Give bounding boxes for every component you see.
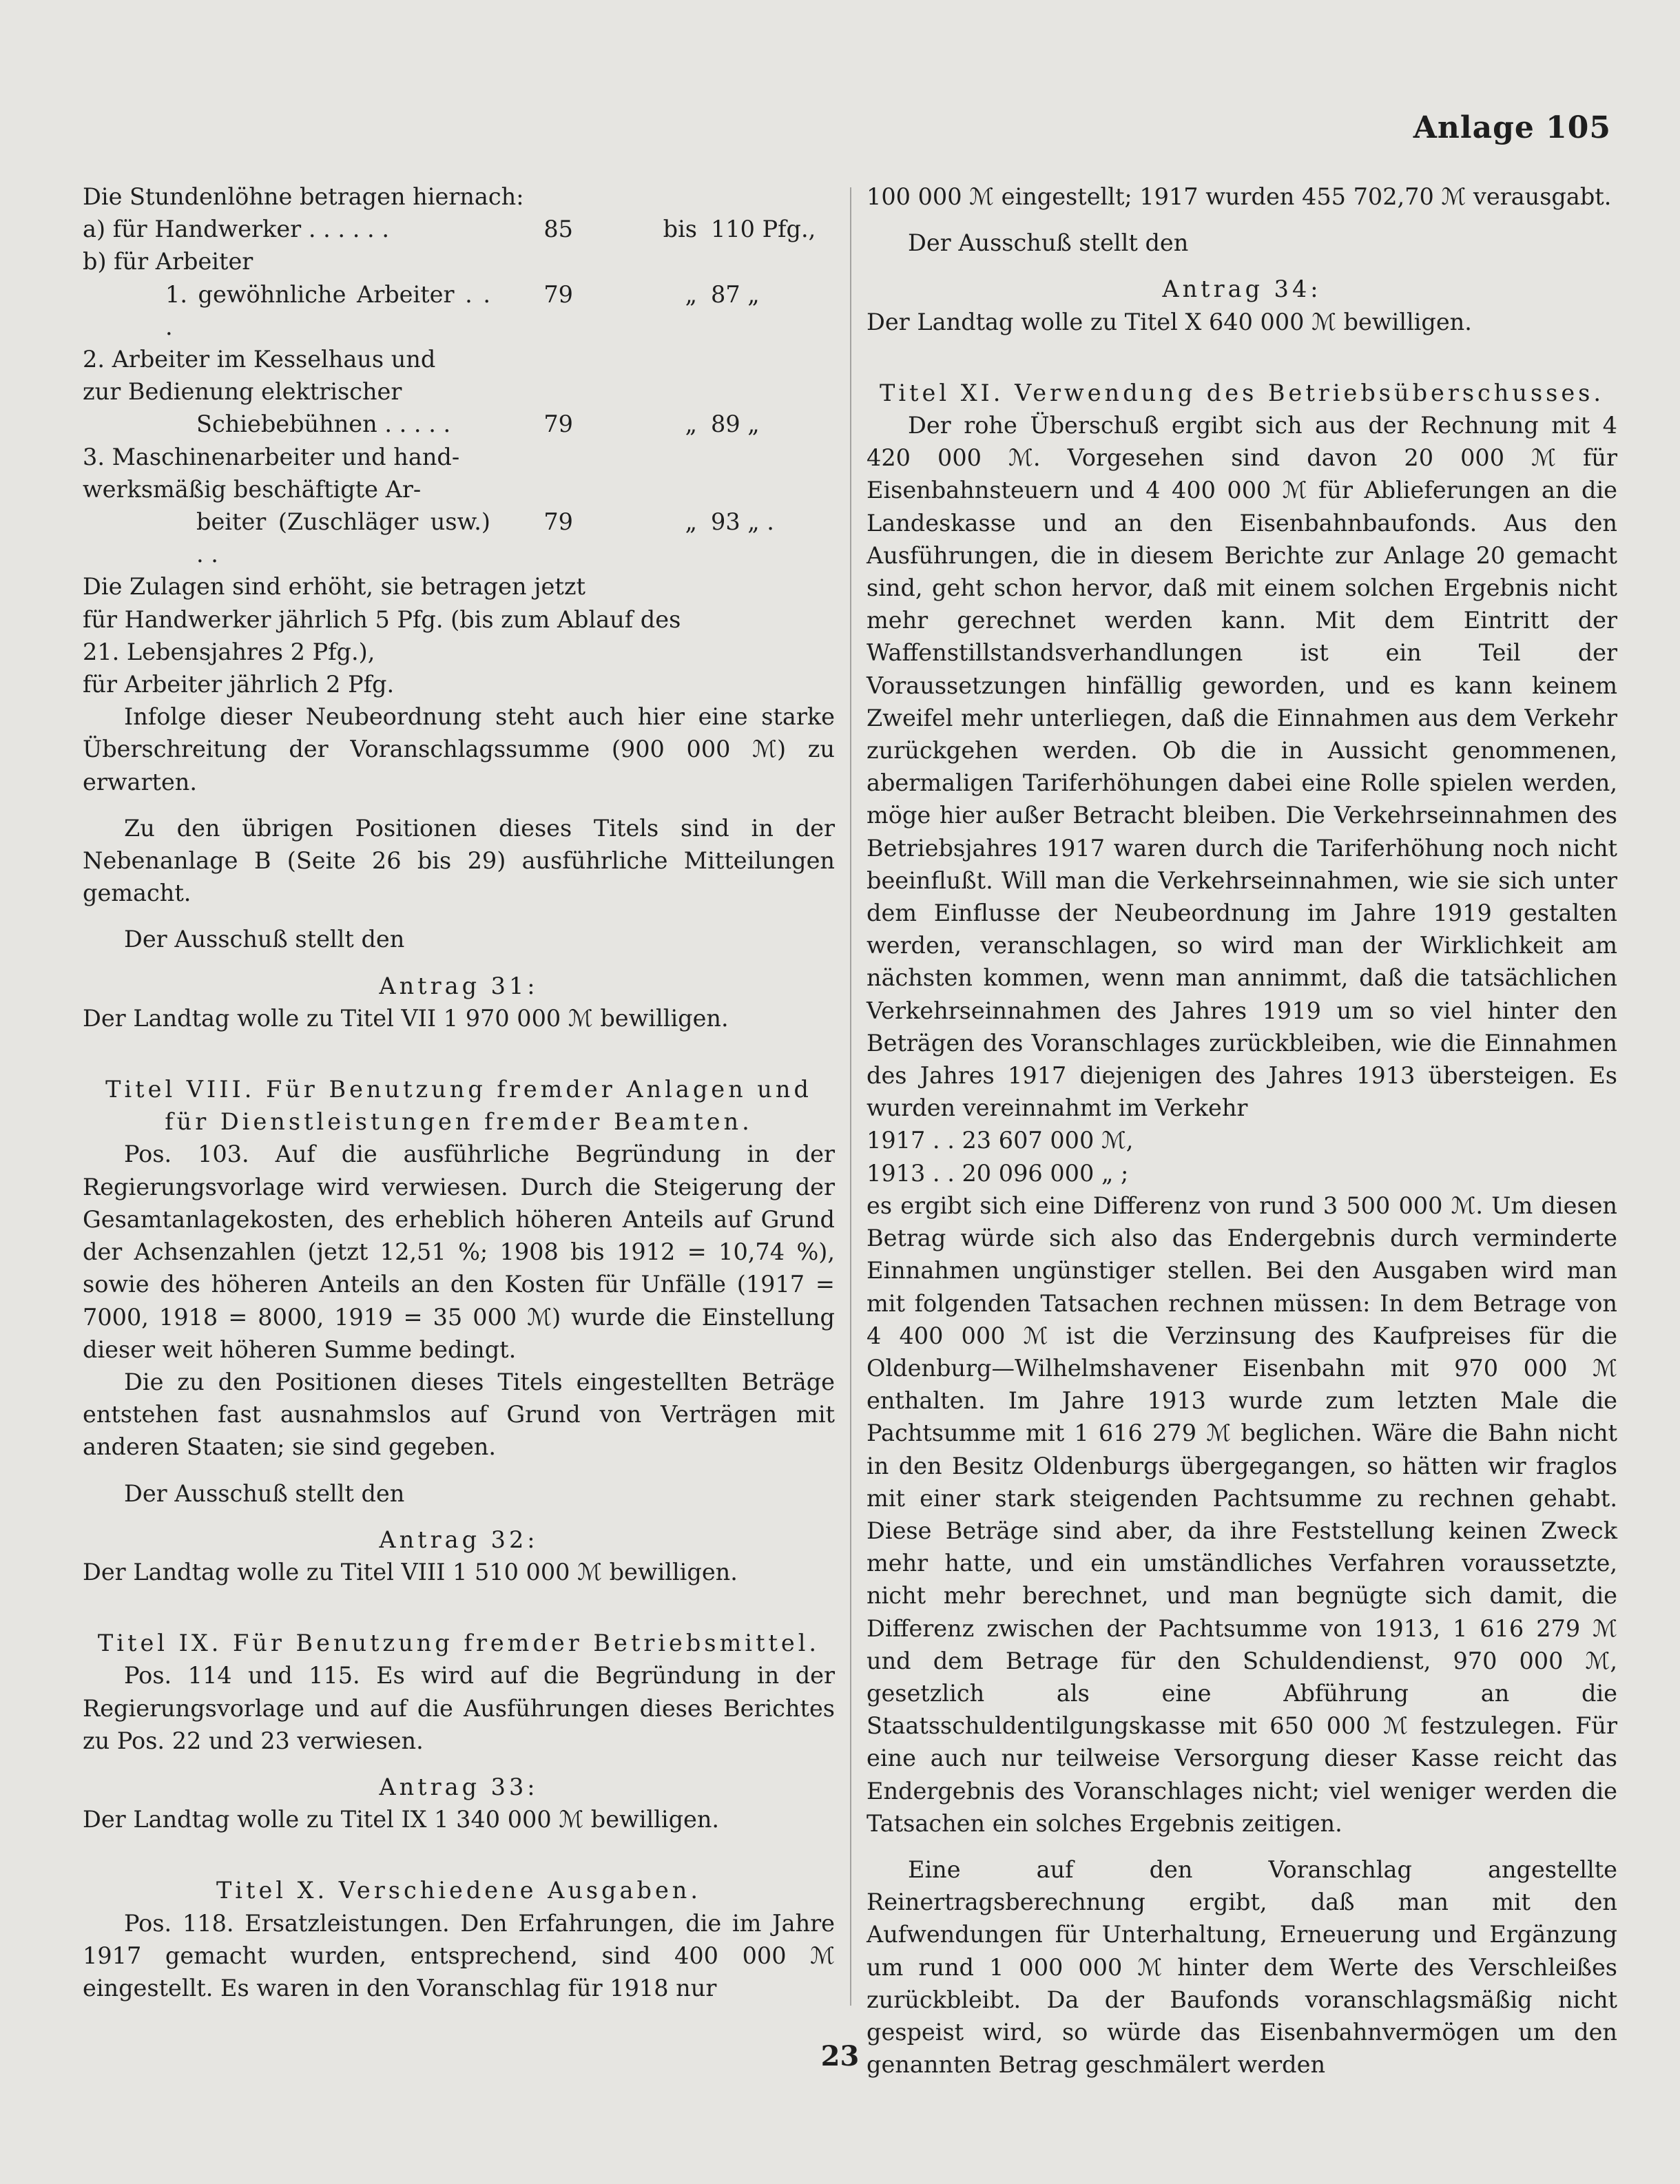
zulagen-handwerker-2: 21. Lebensjahres 2 Pfg.), [83,638,375,665]
paragraph-positionen-titel-viii: Die zu den Positionen dieses Titels eingestellten Beträge entstehen fast ausnahmslos auf Grund von Verträgen mit anderen Staaten; sie sind gegeben. [83,1368,835,1461]
wage-row-b2-line3: Schiebebühnen . . . . . 79 „ 89 „ [196,410,760,438]
titel-x-heading: Titel X. Verschiedene Ausgaben. [216,1877,702,1904]
ausschuss-text-2: Der Ausschuß stellt den [124,1479,405,1507]
antrag-34-text: Der Landtag wolle zu Titel X 640 000 ℳ bewilligen. [867,308,1472,335]
wage-row-b2-line1: 2. Arbeiter im Kesselhaus und [83,346,436,373]
wage-row-b1: 1. gewöhnliche Arbeiter . . . 79 „ 87 „ [165,280,760,340]
zulagen-arbeiter: für Arbeiter jährlich 2 Pfg. [83,671,395,698]
paragraph-continuation: 100 000 ℳ eingestellt; 1917 wurden 455 702,70 ℳ verausgabt. [867,183,1612,210]
right-column [867,180,1617,2081]
antrag-31-text: Der Landtag wolle zu Titel VII 1 970 000 ℳ bewilligen. [83,1004,729,1032]
antrag-32-title: Antrag 32: [379,1526,539,1553]
paragraph-pos-118: Pos. 118. Ersatzleistungen. Den Erfahrungen, die im Jahre 1917 gemacht wurden, entsprechend, sind 400 000 ℳ eingestellt. Es waren in den Voranschlag für 1918 nur [83,1909,835,2001]
paragraph-differenz: es ergibt sich eine Differenz von rund 3 500 000 ℳ. Um diesen Betrag würde sich also das Endergebnis durch verminderte Einnahmen ungünstiger stellen. Bei den Ausgaben wird man mit folgenden Tatsachen rechnen müssen: In dem Betrage von 4 400 000 ℳ ist die Verzinsung des Kaufpreises für die Oldenburg—Wilhelmshavener Eisenbahn mit 970 000 ℳ enthalten. Im Jahre 1913 wurde zum letzten Male die Pachtsumme mit 1 616 279 ℳ beglichen. Wäre die Bahn nicht in den Besitz Oldenburgs übergegangen, so hätten wir fraglos mit einer stark steigenden Pachtsumme zu rechnen gehabt. Diese Beträge sind aber, da ihre Feststellung keinen Zweck mehr hatte, und ein umständliches Verfahren voraussetzte, nicht mehr berechnet, und man begnügte sich damit, die Differenz zwischen der Pachtsumme von 1913, 1 616 279 ℳ und dem Betrage für den Schuldendienst, 970 000 ℳ, gesetzlich als eine Abführung an die Staatsschuldentilgungskasse mit 650 000 ℳ festzulegen. Für eine auch nur teilweise Versorgung dieser Kasse reicht das Endergebnis des Voranschlages nicht; viel weniger werden die Tatsachen ein solches Ergebnis zeitigen. [867,1192,1617,1837]
left-column [83,180,835,2004]
wage-row-b: b) für Arbeiter [83,248,253,275]
einnahmen-1913: 1913 . . 20 096 000 „ ; [867,1159,1129,1187]
paragraph-pos-103: Pos. 103. Auf die ausführliche Begründung in der Regierungsvorlage wird verwiesen. Durch die Steigerung der Gesamtanlagekosten, des erheblich höheren Anteils auf Grund der Achsenzahlen (jetzt 12,51 %; 1908 bis 1912 = 10,74 %), sowie des höheren Anteils an den Kosten für Unfälle (1917 = 7000, 1918 = 8000, 1919 = 35 000 ℳ) wurde die Einstellung dieser weit höheren Summe bedingt. [83,1141,835,1363]
zulagen-text: Die Zulagen sind erhöht, sie betragen jetzt [83,573,585,601]
titel-viii-heading: Titel VIII. Für Benutzung fremder Anlagen und für Dienstleistungen fremder Beamten. [105,1076,812,1136]
wage-row-b2-line2: zur Bedienung elektrischer [83,378,402,406]
wage-row-b3-line2: werksmäßig beschäftigte Ar- [83,475,422,503]
column-divider [850,187,851,2006]
antrag-32-text: Der Landtag wolle zu Titel VIII 1 510 000 ℳ bewilligen. [83,1558,738,1585]
page-header: Anlage 105 [1413,110,1611,145]
zulagen-handwerker: für Handwerker jährlich 5 Pfg. (bis zum Ablauf des [83,605,681,633]
wage-row-b3-line3: beiter (Zuschläger usw.) . . 79 „ 93 „ . [196,508,774,568]
paragraph-reinertrag: Eine auf den Voranschlag angestellte Reinertragsberechnung ergibt, daß man mit den Aufwendungen für Unterhaltung, Erneuerung und Ergänzung um rund 1 000 000 ℳ hinter dem Werte des Verschleißes zurückbleibt. Da der Baufonds voranschlagsmäßig nicht gespeist wird, so würde das Eisenbahnvermögen um den genannten Betrag geschmälert werden [867,1855,1617,2079]
titel-ix-heading: Titel IX. Für Benutzung fremder Betriebsmittel. [97,1630,820,1657]
titel-xi-heading: Titel XI. Verwendung des Betriebsüberschusses. [879,379,1605,406]
wage-intro: Die Stundenlöhne betragen hiernach: [83,183,524,210]
ausschuss-text-3: Der Ausschuß stellt den [908,229,1189,257]
paragraph-ueberschuss: Der rohe Überschuß ergibt sich aus der Rechnung mit 4 420 000 ℳ. Vorgesehen sind davon 20 000 ℳ für Eisenbahnsteuern und 4 400 000 ℳ für Ablieferungen an die Landeskasse und an den Eisenbahnbaufonds. Aus den Ausführungen, die in diesem Berichte zur Anlage 20 gemacht sind, geht schon hervor, daß mit einem solchen Ergebnis nicht mehr gerechnet werden kann. Mit dem Eintritt der Waffenstillstandsverhandlungen ist ein Teil der Voraussetzungen hinfällig geworden, und es kann keinem Zweifel mehr unterliegen, daß die Einnahmen aus dem Verkehr zurückgehen werden. Ob die in Aussicht genommenen, abermaligen Tariferhöhungen dabei eine Rolle spielen werden, möge hier außer Betracht bleiben. Die Verkehrseinnahmen des Betriebsjahres 1917 waren durch die Tariferhöhung noch nicht beeinflußt. Will man die Verkehrseinnahmen, wie sie sich unter dem Einflusse der Neubeordnung im Jahre 1919 gestalten werden, veranschlagen, so wird man der Wirklichkeit am nächsten kommen, wenn man annimmt, daß die tatsächlichen Verkehrseinnahmen des Jahres 1919 um so viel hinter den Beträgen des Voranschlages zurückbleiben, wie die Einnahmen des Jahres 1917 diejenigen des Jahres 1913 übersteigen. Es wurden vereinnahmt im Verkehr [867,412,1617,1122]
wage-row-b3-line1: 3. Maschinenarbeiter und hand- [83,443,460,470]
antrag-34-title: Antrag 34: [1162,275,1322,303]
einnahmen-1917: 1917 . . 23 607 000 ℳ, [867,1127,1134,1154]
antrag-33-text: Der Landtag wolle zu Titel IX 1 340 000 ℳ bewilligen. [83,1806,720,1833]
paragraph-pos-114: Pos. 114 und 115. Es wird auf die Begründung in der Regierungsvorlage und auf die Ausführungen dieses Berichtes zu Pos. 22 und 23 verwiesen. [83,1662,835,1754]
antrag-31-title: Antrag 31: [379,972,539,999]
page-number: 23 [820,2040,860,2072]
paragraph-infolge: Infolge dieser Neubeordnung steht auch hier eine starke Überschreitung der Voranschlagssumme (900 000 ℳ) zu erwarten. [83,703,835,795]
ausschuss-text-1: Der Ausschuß stellt den [124,926,405,953]
paragraph-uebrige-positionen: Zu den übrigen Positionen dieses Titels sind in der Nebenanlage B (Seite 26 bis 29) ausführliche Mitteilungen gemacht. [83,814,835,907]
wage-row-a: a) für Handwerker . . . . . . 85 bis 110 Pfg., [83,216,816,243]
antrag-33-title: Antrag 33: [379,1773,539,1800]
